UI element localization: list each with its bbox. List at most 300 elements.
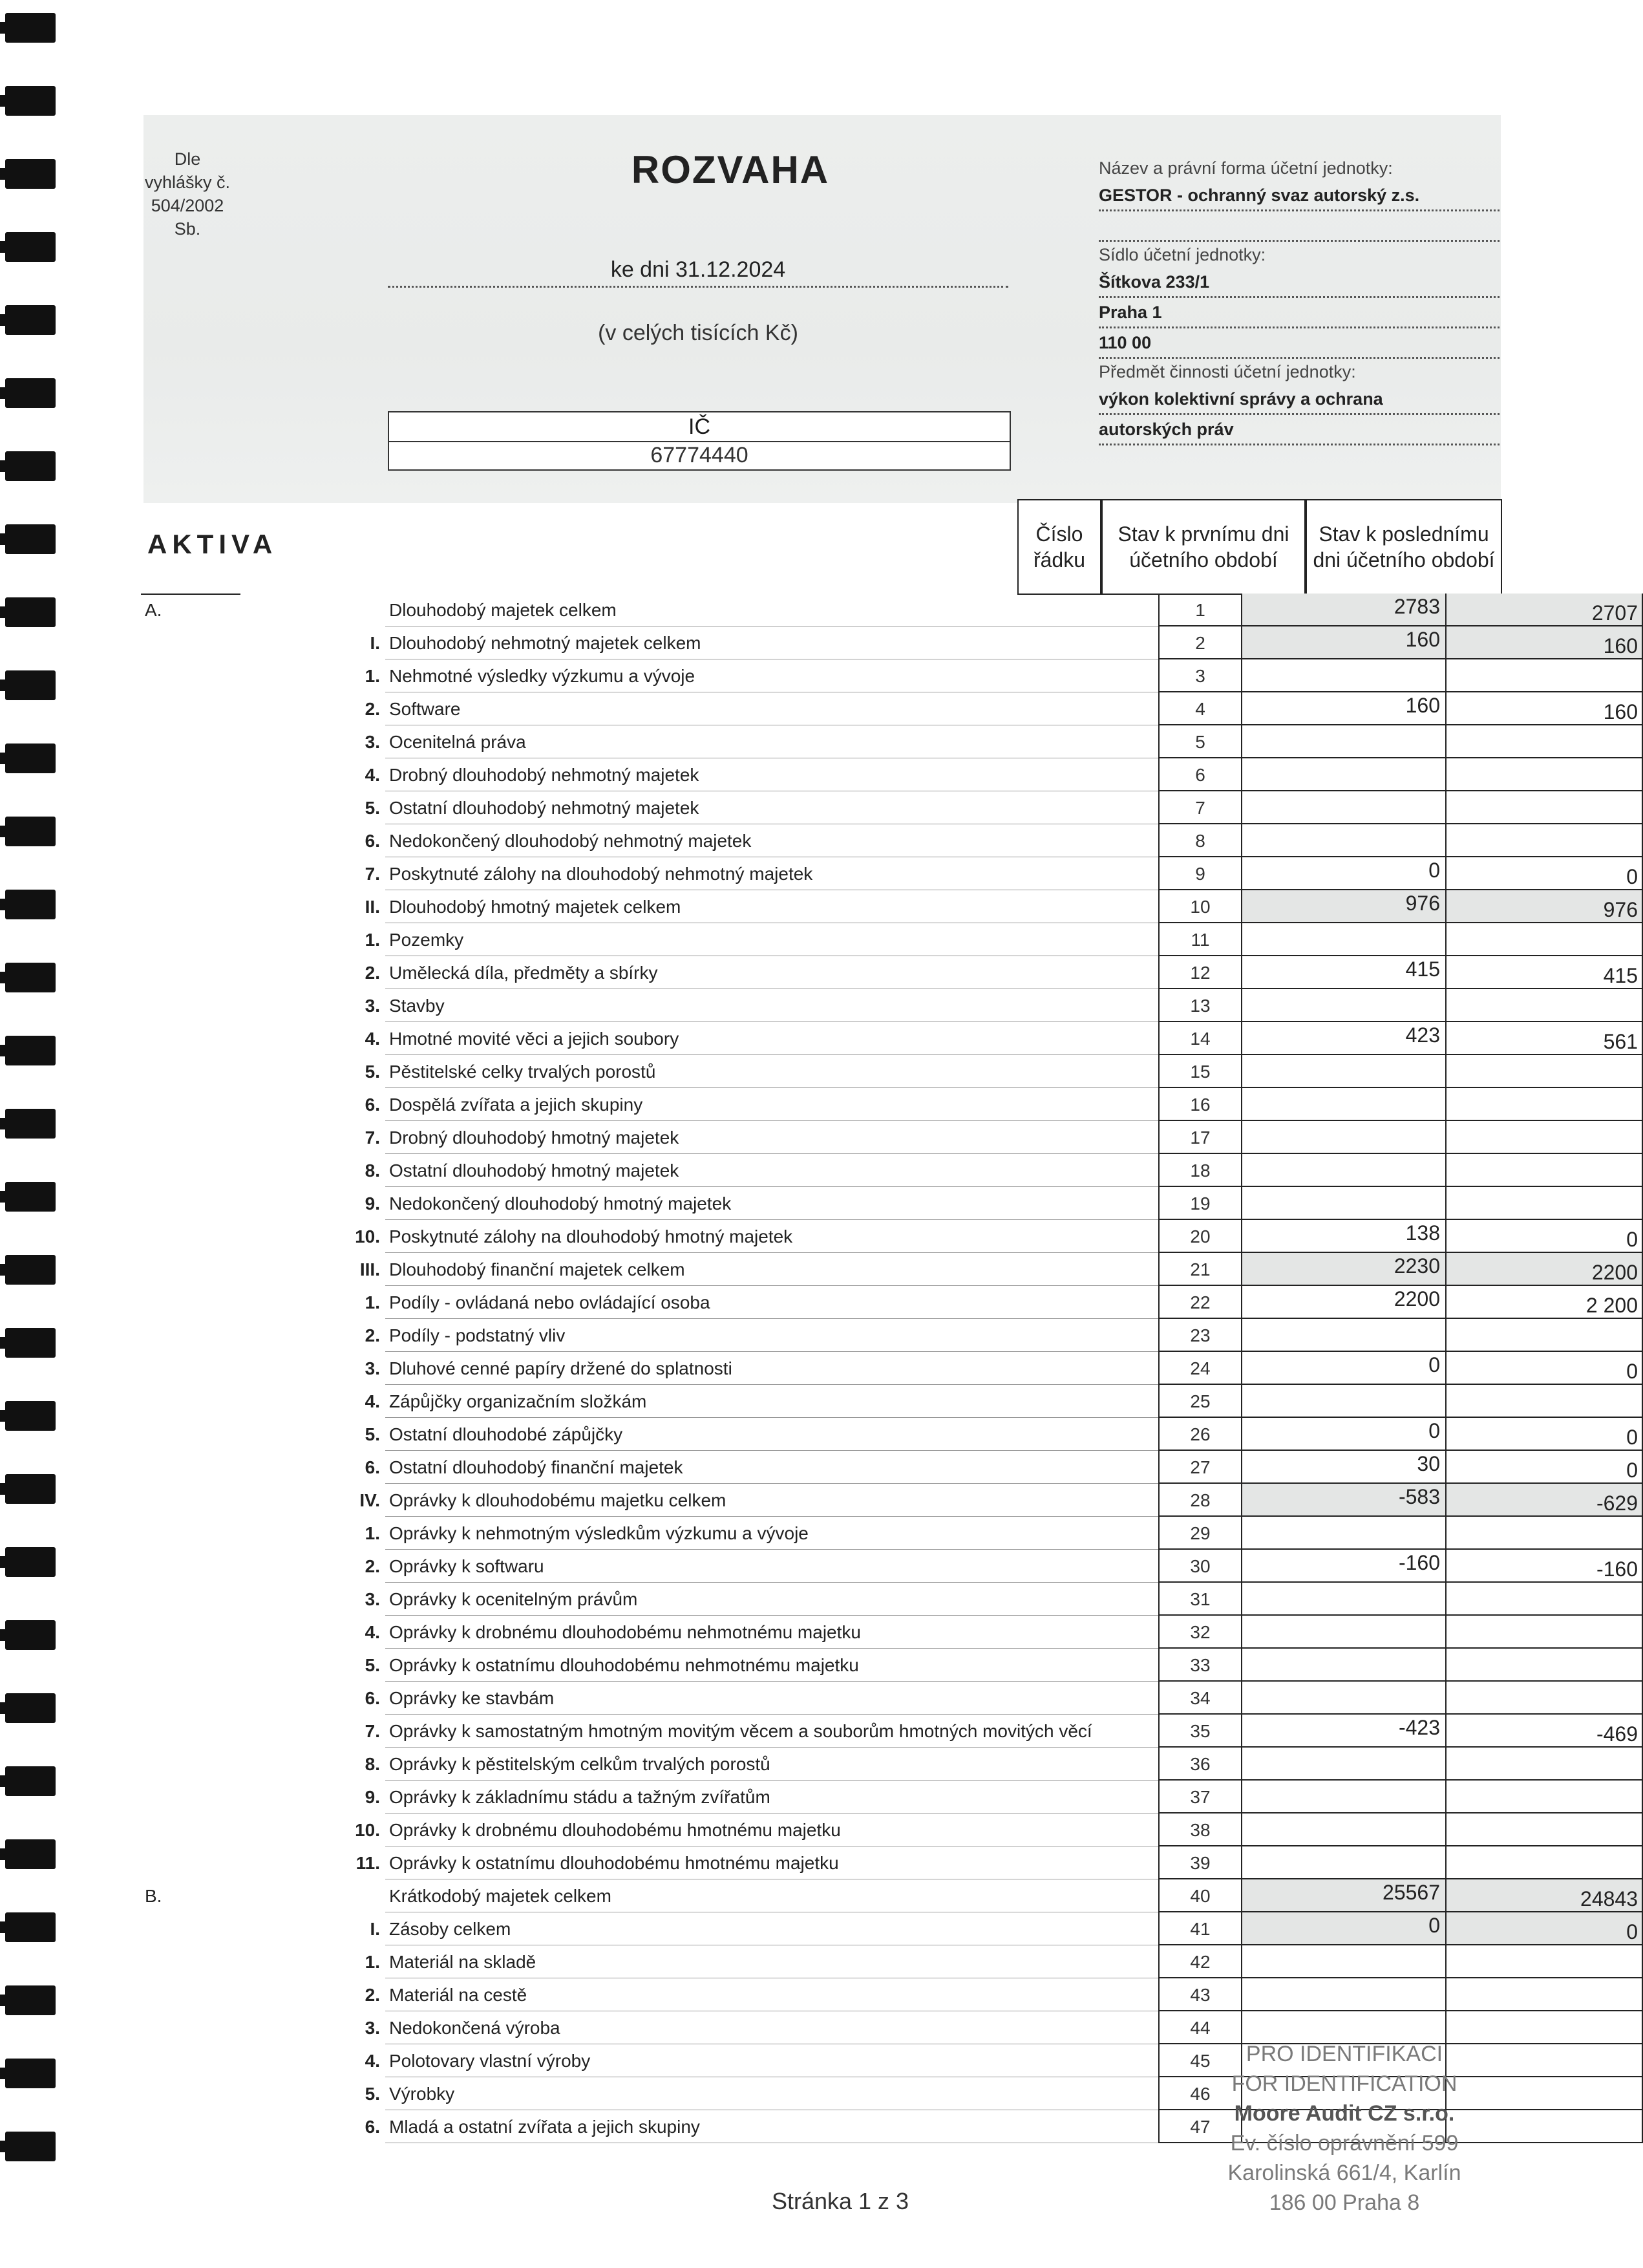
column-header-first-day: Stav k prvnímu dni účetního období [1101,499,1306,595]
table-row [141,1319,1505,1352]
value-last-day: 0 [1447,857,1643,890]
value-first-day [1242,1154,1447,1187]
value-last-day: 976 [1447,890,1643,923]
row-index: II. [365,897,380,917]
binding-hole [5,159,56,189]
row-section [141,1583,212,1616]
value-first-day: 976 [1242,890,1447,923]
row-label: Zápůjčky organizačním složkám [385,1385,1158,1418]
value-first-day [1242,659,1447,692]
binding-hole [5,2132,56,2161]
value-first-day [1242,1649,1447,1682]
decree-line: 504/2002 [151,196,224,215]
row-label: Pěstitelské celky trvalých porostů [385,1055,1158,1088]
value-first-day: 160 [1242,626,1447,659]
entity-activity-line1: výkon kolektivní správy a ochrana [1099,385,1500,415]
table-row [141,1484,1638,1517]
row-index: 5. [365,1655,380,1675]
row-number: 42 [1158,1945,1242,1978]
row-label: Oprávky k softwaru [385,1550,1158,1583]
row-section [141,1451,212,1484]
value-last-day [1447,1682,1643,1715]
table-row [141,1682,1505,1715]
table-row [141,758,1505,791]
value-last-day: 2707 [1447,594,1643,626]
row-number: 26 [1158,1418,1242,1451]
row-number: 6 [1158,758,1242,791]
table-row [141,1418,1638,1451]
row-label: Oprávky k základnímu stádu a tažným zvířatům [385,1781,1158,1813]
row-index [212,594,385,626]
value-first-day: 30 [1242,1451,1447,1484]
row-index: 10. [355,1820,380,1840]
value-last-day [1447,1583,1643,1616]
value-first-day [1242,758,1447,791]
row-section [141,1781,212,1813]
row-number: 25 [1158,1385,1242,1418]
table-row [141,923,1505,956]
binding-hole [5,305,56,335]
table-row [141,1879,1638,1912]
value-last-day [1447,1154,1643,1187]
value-last-day: 561 [1447,1022,1643,1055]
row-number: 45 [1158,2044,1242,2077]
row-index: 9. [365,1193,380,1214]
row-index: III. [359,1259,380,1279]
row-index: 2. [365,1556,380,1576]
table-row [141,1616,1505,1649]
value-first-day: 25567 [1242,1879,1447,1912]
binding-hole [5,232,56,262]
value-first-day [1242,1385,1447,1418]
value-first-day: 2200 [1242,1286,1447,1319]
value-last-day [1447,824,1643,857]
row-number: 12 [1158,956,1242,989]
row-index: 6. [365,831,380,851]
value-first-day [1242,989,1447,1022]
value-first-day: -423 [1242,1715,1447,1748]
row-label: Nedokončená výroba [385,2011,1158,2044]
row-index: 6. [365,1095,380,1115]
value-last-day [1447,989,1643,1022]
decree-line: Dle [174,149,201,169]
row-label: Ostatní dlouhodobý hmotný majetek [385,1154,1158,1187]
value-first-day: 0 [1242,1912,1447,1945]
table-row [141,857,1638,890]
value-first-day [1242,824,1447,857]
value-first-day: 423 [1242,1022,1447,1055]
binding-hole [5,1912,56,1942]
document-title: ROZVAHA [631,148,830,191]
row-number: 37 [1158,1781,1242,1813]
row-number: 21 [1158,1253,1242,1286]
row-index: 8. [365,1754,380,1774]
row-label: Oprávky k drobnému dlouhodobému hmotnému majetku [385,1813,1158,1846]
row-section [141,2077,212,2110]
value-first-day: 138 [1242,1220,1447,1253]
row-label: Ostatní dlouhodobý finanční majetek [385,1451,1158,1484]
row-label: Oprávky k nehmotným výsledkům výzkumu a vývoje [385,1517,1158,1550]
row-label: Oprávky k pěstitelským celkům trvalých porostů [385,1748,1158,1781]
binding-hole [5,963,56,992]
value-first-day [1242,1748,1447,1781]
binding-hole [5,1328,56,1358]
decree-line: Sb. [174,219,201,239]
binding-hole [5,890,56,919]
row-number: 18 [1158,1154,1242,1187]
table-row [141,1715,1638,1748]
row-index: 4. [365,765,380,785]
row-number: 47 [1158,2110,1242,2143]
row-index: 5. [365,2084,380,2104]
row-section [141,1022,212,1055]
row-label: Oprávky k ocenitelným právům [385,1583,1158,1616]
row-index: 6. [365,1457,380,1477]
value-last-day [1447,1846,1643,1879]
value-first-day [1242,1846,1447,1879]
value-last-day: 0 [1447,1418,1643,1451]
row-label: Nedokončený dlouhodobý hmotný majetek [385,1187,1158,1220]
row-number: 44 [1158,2011,1242,2044]
binding-hole [5,1620,56,1650]
value-first-day [1242,1517,1447,1550]
value-last-day: -469 [1447,1715,1643,1748]
row-number: 41 [1158,1912,1242,1945]
row-index: 11. [355,1853,380,1873]
value-first-day [1242,1121,1447,1154]
row-index: 9. [365,1787,380,1807]
entity-seat-city: Praha 1 [1099,298,1500,328]
binding-hole [5,1182,56,1212]
row-label: Mladá a ostatní zvířata a jejich skupiny [385,2110,1158,2143]
row-label: Dlouhodobý nehmotný majetek celkem [385,626,1158,659]
row-number: 38 [1158,1813,1242,1846]
row-index: 3. [365,2018,380,2038]
row-index: 5. [365,1062,380,1082]
row-index: IV. [359,1490,380,1510]
value-last-day: 0 [1447,1451,1643,1484]
row-number: 30 [1158,1550,1242,1583]
row-label: Polotovary vlastní výroby [385,2044,1158,2077]
row-number: 8 [1158,824,1242,857]
binding-hole [5,597,56,627]
entity-name-label: Název a právní forma účetní jednotky: [1099,158,1393,178]
row-index: 4. [365,1391,380,1411]
row-label: Hmotné movité věci a jejich soubory [385,1022,1158,1055]
row-label: Stavby [385,989,1158,1022]
row-label: Oprávky k dlouhodobému majetku celkem [385,1484,1158,1517]
value-last-day [1447,1616,1643,1649]
section-title: AKTIVA [147,529,278,559]
row-number: 9 [1158,857,1242,890]
value-last-day [1447,1945,1643,1978]
value-last-day [1447,1055,1643,1088]
row-section [141,1550,212,1583]
row-index: 7. [365,864,380,884]
stamp-line: PRO IDENTIFIKACI [1246,2042,1443,2066]
row-number: 40 [1158,1879,1242,1912]
table-row [141,1154,1505,1187]
row-number: 15 [1158,1055,1242,1088]
row-number: 1 [1158,594,1242,626]
row-label: Nedokončený dlouhodobý nehmotný majetek [385,824,1158,857]
row-section [141,758,212,791]
value-first-day: -583 [1242,1484,1447,1517]
row-number: 11 [1158,923,1242,956]
table-row [141,1088,1505,1121]
row-index: 1. [365,1952,380,1972]
row-section [141,923,212,956]
binding-hole [5,524,56,554]
row-section [141,1715,212,1748]
value-first-day [1242,1616,1447,1649]
row-label: Dospělá zvířata a jejich skupiny [385,1088,1158,1121]
decree-reference [129,147,246,241]
value-last-day [1447,1121,1643,1154]
value-last-day [1447,1187,1643,1220]
value-last-day [1447,1978,1643,2011]
row-number: 2 [1158,626,1242,659]
entity-activity-label: Předmět činnosti účetní jednotky: [1099,362,1356,381]
row-index: 5. [365,1424,380,1444]
row-number: 19 [1158,1187,1242,1220]
row-section [141,890,212,923]
row-index: 4. [365,2051,380,2071]
row-index: 3. [365,996,380,1016]
row-label: Software [385,692,1158,725]
row-number: 28 [1158,1484,1242,1517]
row-section [141,1055,212,1088]
table-row [141,989,1505,1022]
row-number: 43 [1158,1978,1242,2011]
decree-line: vyhlášky č. [144,173,231,192]
value-last-day: -160 [1447,1550,1643,1583]
row-label: Ostatní dlouhodobé zápůjčky [385,1418,1158,1451]
table-row [141,1846,1505,1879]
value-first-day: 0 [1242,1418,1447,1451]
row-number: 4 [1158,692,1242,725]
row-number: 22 [1158,1286,1242,1319]
binding-hole [5,1839,56,1869]
table-row [141,1220,1638,1253]
value-first-day [1242,1945,1447,1978]
row-label: Krátkodobý majetek celkem [385,1879,1158,1912]
value-last-day: 160 [1447,692,1643,725]
value-first-day [1242,1088,1447,1121]
binding-hole [5,1474,56,1504]
table-row [141,1649,1505,1682]
row-index: 1. [365,930,380,950]
table-row [141,1781,1505,1813]
row-number: 23 [1158,1319,1242,1352]
value-first-day [1242,923,1447,956]
value-last-day [1447,659,1643,692]
row-label: Dlouhodobý finanční majetek celkem [385,1253,1158,1286]
value-first-day: 2783 [1242,594,1447,626]
row-number: 39 [1158,1846,1242,1879]
row-number: 24 [1158,1352,1242,1385]
row-number: 36 [1158,1748,1242,1781]
column-header-row-number: Číslo řádku [1017,499,1101,595]
value-first-day: 2230 [1242,1253,1447,1286]
value-first-day [1242,725,1447,758]
value-last-day: 2200 [1447,1253,1643,1286]
table-row [141,1286,1638,1319]
binding-hole [5,1547,56,1577]
value-last-day: 0 [1447,1912,1643,1945]
row-section [141,1748,212,1781]
value-first-day [1242,1978,1447,2011]
row-index: 1. [365,1523,380,1543]
row-section [141,725,212,758]
binding-hole [5,2059,56,2088]
value-last-day [1447,1088,1643,1121]
row-section [141,1418,212,1451]
value-first-day: 415 [1242,956,1447,989]
binding-hole [5,378,56,408]
value-first-day: -160 [1242,1550,1447,1583]
row-section [141,1220,212,1253]
row-label: Dlouhodobý hmotný majetek celkem [385,890,1158,923]
row-number: 20 [1158,1220,1242,1253]
row-label: Oprávky k ostatnímu dlouhodobému hmotnému majetku [385,1846,1158,1879]
row-section [141,1253,212,1286]
table-row [141,1187,1505,1220]
row-number: 46 [1158,2077,1242,2110]
value-last-day: 415 [1447,956,1643,989]
row-section [141,1945,212,1978]
row-section [141,2044,212,2077]
table-row [141,1912,1638,1945]
row-label: Dlouhodobý majetek celkem [385,594,1158,626]
value-last-day [1447,1813,1643,1846]
row-section [141,1912,212,1945]
row-section [141,1121,212,1154]
table-row [141,1748,1505,1781]
table-row [141,1550,1638,1583]
table-row [141,725,1505,758]
entity-info [1099,155,1500,445]
value-last-day [1447,791,1643,824]
row-section [141,1286,212,1319]
row-number: 16 [1158,1088,1242,1121]
row-section [141,1616,212,1649]
entity-seat-zip: 110 00 [1099,328,1500,359]
row-number: 34 [1158,1682,1242,1715]
row-index: 6. [365,2117,380,2137]
row-label: Oprávky ke stavbám [385,1682,1158,1715]
value-first-day [1242,791,1447,824]
row-label: Poskytnuté zálohy na dlouhodobý hmotný majetek [385,1220,1158,1253]
stamp-line: Moore Audit CZ s.r.o. [1234,2101,1455,2126]
row-section [141,1187,212,1220]
row-section [141,1088,212,1121]
stamp-line: 186 00 Praha 8 [1269,2190,1420,2215]
row-index: 8. [365,1161,380,1181]
table-row [141,626,1638,659]
value-first-day [1242,1583,1447,1616]
row-section [141,1484,212,1517]
value-first-day: 0 [1242,1352,1447,1385]
row-label: Oprávky k drobnému dlouhodobému nehmotnému majetku [385,1616,1158,1649]
row-section [141,659,212,692]
row-index: 2. [365,963,380,983]
row-index: 3. [365,1358,380,1378]
row-label: Oprávky k samostatným hmotným movitým věcem a souborům hmotných movitých věcí [385,1715,1158,1748]
row-section [141,2110,212,2143]
row-label: Drobný dlouhodobý hmotný majetek [385,1121,1158,1154]
row-index: 3. [365,1589,380,1609]
stamp-line: FOR IDENTIFICATION [1231,2071,1458,2096]
balance-date: ke dni 31.12.2024 [388,257,1008,288]
row-section [141,1978,212,2011]
value-last-day [1447,1517,1643,1550]
row-index: 7. [365,1721,380,1741]
row-section [141,1813,212,1846]
row-section: A. [145,600,162,620]
value-first-day [1242,1813,1447,1846]
table-row [141,1451,1638,1484]
row-index: 4. [365,1029,380,1049]
row-label: Umělecká díla, předměty a sbírky [385,956,1158,989]
row-index: 6. [365,1688,380,1708]
row-section [141,1154,212,1187]
value-last-day: 24843 [1447,1879,1643,1912]
row-label: Nehmotné výsledky výzkumu a vývoje [385,659,1158,692]
row-number: 35 [1158,1715,1242,1748]
row-index: 2. [365,1325,380,1345]
table-row [141,1945,1505,1978]
binding-hole [5,1693,56,1723]
row-number: 33 [1158,1649,1242,1682]
audit-stamp [1202,2039,1487,2218]
table-row [141,1517,1505,1550]
row-label: Pozemky [385,923,1158,956]
column-header-last-day: Stav k poslednímu dni účetního období [1306,499,1502,595]
currency-units: (v celých tisících Kč) [598,321,798,345]
table-row [141,890,1638,923]
binding-hole [5,1985,56,2015]
row-label: Drobný dlouhodobý nehmotný majetek [385,758,1158,791]
value-last-day [1447,1319,1643,1352]
binding-hole [5,1109,56,1139]
row-label: Podíly - podstatný vliv [385,1319,1158,1352]
row-section [141,626,212,659]
row-number: 31 [1158,1583,1242,1616]
row-section [141,791,212,824]
table-row [141,1121,1505,1154]
row-section [141,1385,212,1418]
row-number: 7 [1158,791,1242,824]
table-row [141,1352,1638,1385]
row-index: 5. [365,798,380,818]
value-first-day [1242,1682,1447,1715]
table-row [141,692,1638,725]
binding-hole [5,86,56,116]
value-last-day [1447,1385,1643,1418]
value-last-day [1447,923,1643,956]
value-last-day [1447,1649,1643,1682]
row-section [141,989,212,1022]
stamp-line: Karolinská 661/4, Karlín [1227,2161,1461,2185]
entity-name-value: GESTOR - ochranný svaz autorský z.s. [1099,181,1500,211]
row-label: Oprávky k ostatnímu dlouhodobému nehmotnému majetku [385,1649,1158,1682]
row-section [141,2011,212,2044]
entity-blank-line [1099,211,1500,242]
binding-hole [5,817,56,846]
entity-activity-line2: autorských práv [1099,415,1500,445]
value-first-day [1242,1187,1447,1220]
